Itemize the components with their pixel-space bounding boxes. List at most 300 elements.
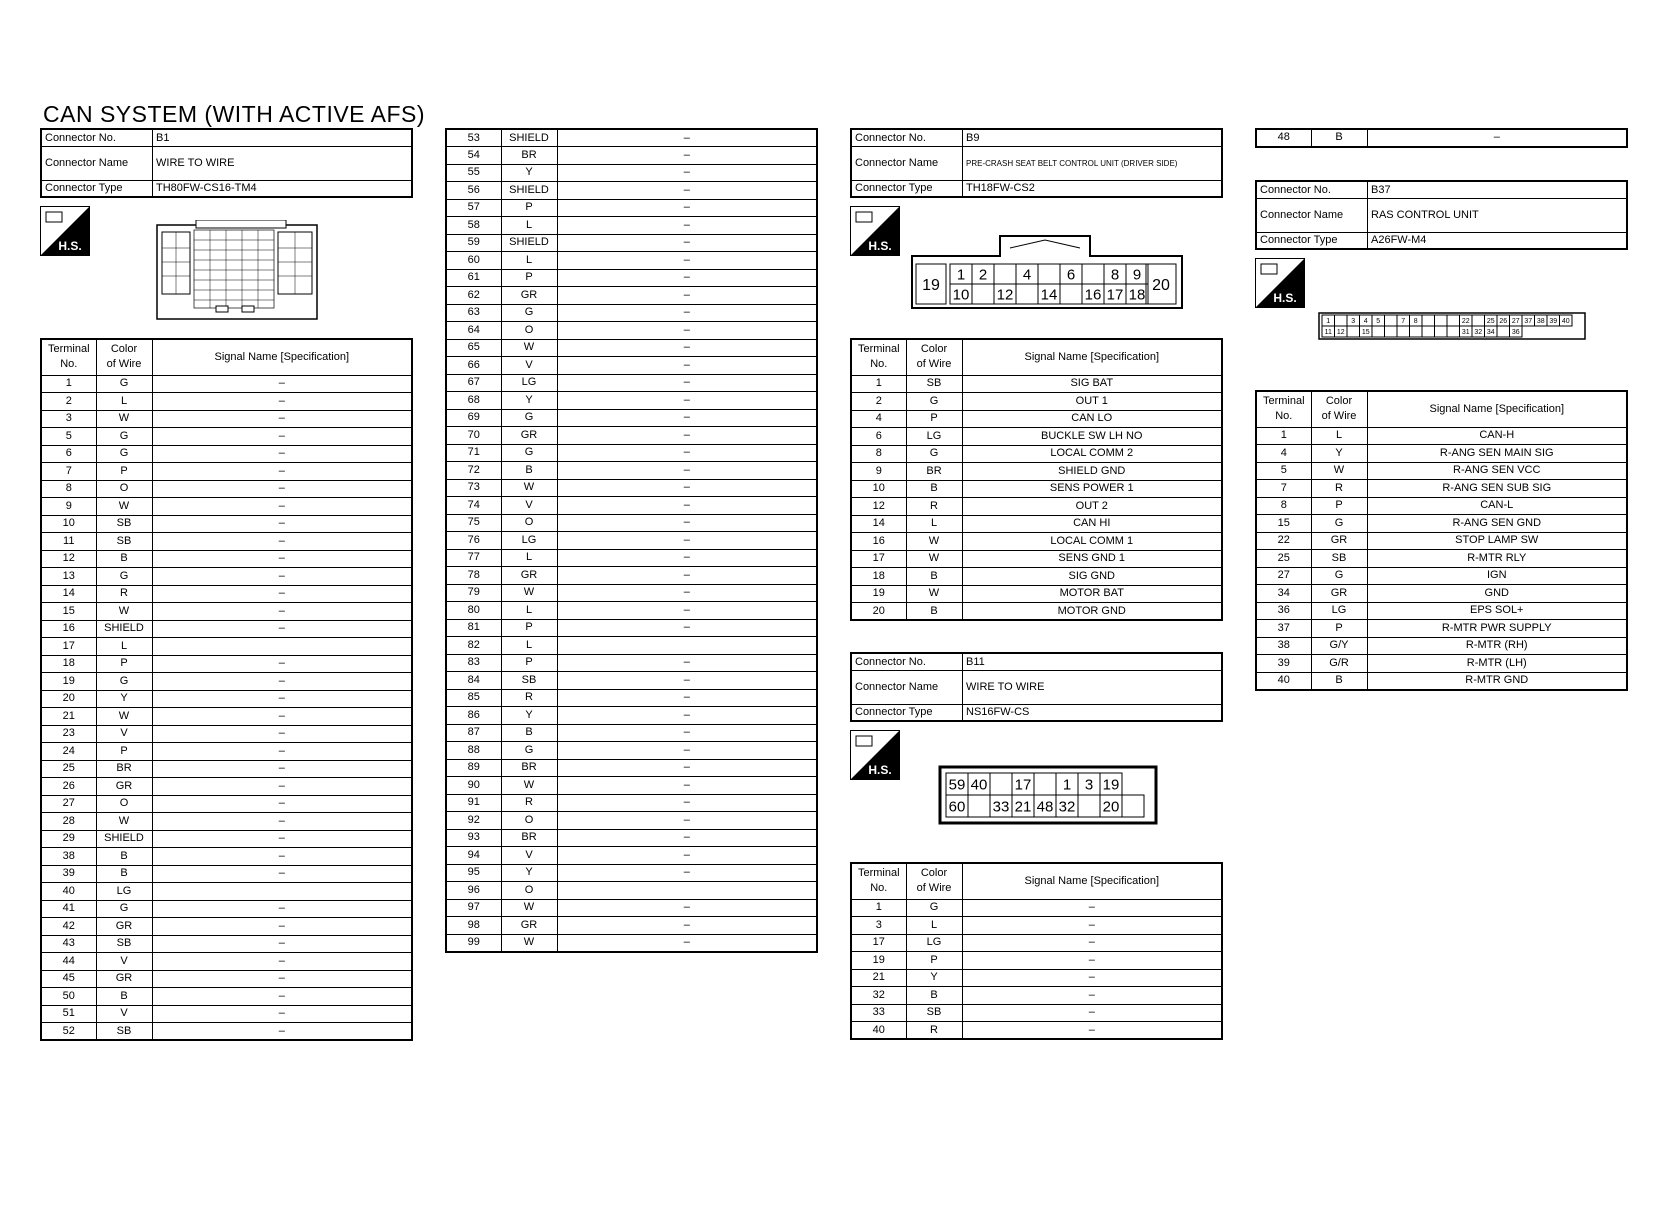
wire-color-cell: V <box>501 357 557 375</box>
signal-name-cell: CAN HI <box>962 515 1222 533</box>
connector-pin-label: 39 <box>1549 318 1558 326</box>
terminal-no-cell: 86 <box>446 707 501 725</box>
table-row <box>446 357 817 375</box>
b11-terminal-table <box>850 862 1223 1040</box>
terminal-no-cell: 2 <box>41 393 96 411</box>
table-row <box>446 917 817 935</box>
signal-name-cell: – <box>152 778 412 796</box>
signal-name-cell: – <box>557 794 817 812</box>
signal-name-cell: – <box>557 584 817 602</box>
wire-color-cell: G <box>96 445 152 463</box>
table-row <box>446 619 817 637</box>
wire-color-cell: LG <box>1311 602 1367 620</box>
connector-pin-label: 19 <box>922 276 940 294</box>
terminal-no-cell: 9 <box>851 463 906 481</box>
wire-color-cell: BR <box>501 759 557 777</box>
wire-color-cell: R <box>501 689 557 707</box>
terminal-no-cell: 50 <box>41 988 96 1006</box>
wire-color-cell: W <box>501 479 557 497</box>
terminal-no-cell: 79 <box>446 584 501 602</box>
table-row <box>1256 480 1627 498</box>
wire-color-cell: P <box>1311 497 1367 515</box>
terminal-no-cell: 97 <box>446 899 501 917</box>
signal-name-cell: R-ANG SEN VCC <box>1367 462 1627 480</box>
terminal-no-cell: 4 <box>1256 445 1311 463</box>
svg-text:H.S.: H.S. <box>58 239 82 253</box>
svg-text:H.S.: H.S. <box>1273 291 1297 305</box>
terminal-no-cell: 24 <box>41 743 96 761</box>
signal-name-cell: – <box>557 742 817 760</box>
signal-name-cell: – <box>557 532 817 550</box>
terminal-no-cell: 64 <box>446 322 501 340</box>
table-row <box>41 603 412 621</box>
connector-pin-label: 26 <box>1499 318 1508 326</box>
table-row <box>446 392 817 410</box>
connector-name-value: RAS CONTROL UNIT <box>1368 198 1628 232</box>
wire-color-cell: P <box>1311 620 1367 638</box>
wire-color-cell: V <box>96 725 152 743</box>
terminal-no-cell: 6 <box>851 428 906 446</box>
wire-color-cell: L <box>906 515 962 533</box>
table-row <box>851 952 1222 970</box>
table-row <box>851 445 1222 463</box>
connector-pin-label: 15 <box>1361 329 1370 337</box>
wire-color-cell: G <box>906 899 962 917</box>
signal-name-cell: – <box>557 934 817 952</box>
wire-color-cell: SHIELD <box>501 234 557 252</box>
terminal-no-cell: 18 <box>851 568 906 586</box>
terminal-no-cell: 8 <box>851 445 906 463</box>
terminal-no-cell: 83 <box>446 654 501 672</box>
terminal-no-cell: 68 <box>446 392 501 410</box>
wire-color-cell: L <box>501 602 557 620</box>
wire-color-cell: GR <box>501 427 557 445</box>
table-row <box>446 427 817 445</box>
wire-color-cell: LG <box>906 428 962 446</box>
signal-name-cell <box>557 882 817 900</box>
signal-name-cell: – <box>152 743 412 761</box>
signal-name-cell: SENS GND 1 <box>962 550 1222 568</box>
terminal-no-cell: 34 <box>1256 585 1311 603</box>
signal-name-cell: – <box>557 917 817 935</box>
connector-pin-label: 34 <box>1486 329 1495 337</box>
table-row <box>446 322 817 340</box>
color-of-wire-header: Color of Wire <box>906 339 962 375</box>
wire-color-cell: SB <box>1311 550 1367 568</box>
terminal-no-cell: 6 <box>41 445 96 463</box>
terminal-no-cell: 15 <box>1256 515 1311 533</box>
signal-name-cell: BUCKLE SW LH NO <box>962 428 1222 446</box>
terminal-no-cell: 94 <box>446 847 501 865</box>
terminal-no-cell: 10 <box>851 480 906 498</box>
wire-color-cell: P <box>501 199 557 217</box>
wire-color-cell: SHIELD <box>96 830 152 848</box>
wire-color-cell: L <box>501 549 557 567</box>
table-row <box>1256 550 1627 568</box>
table-row <box>851 987 1222 1005</box>
b1-terminal-table <box>40 338 413 1041</box>
wire-color-cell: B <box>906 987 962 1005</box>
signal-name-cell: SENS POWER 1 <box>962 480 1222 498</box>
wire-color-cell: O <box>96 795 152 813</box>
signal-name-cell: – <box>557 724 817 742</box>
table-row <box>851 899 1222 917</box>
wire-color-cell: Y <box>501 164 557 182</box>
wire-color-cell: O <box>501 322 557 340</box>
table-row <box>446 217 817 235</box>
connector-pin-label: 1 <box>1062 776 1072 794</box>
table-row <box>446 742 817 760</box>
table-row <box>446 882 817 900</box>
wire-color-cell: G <box>501 304 557 322</box>
terminal-no-cell: 44 <box>41 953 96 971</box>
table-row <box>1256 129 1627 147</box>
connector-pin-label: 25 <box>1486 318 1495 326</box>
terminal-no-cell: 41 <box>41 900 96 918</box>
signal-name-cell: – <box>152 935 412 953</box>
table-row <box>446 584 817 602</box>
connector-no-label: Connector No. <box>851 653 963 670</box>
wire-color-cell: P <box>906 952 962 970</box>
signal-name-cell: – <box>557 304 817 322</box>
terminal-no-cell: 11 <box>41 533 96 551</box>
color-of-wire-header: Color of Wire <box>906 863 962 899</box>
connector-type-label: Connector Type <box>1256 232 1368 249</box>
wire-color-cell: P <box>906 410 962 428</box>
wire-color-cell: W <box>96 708 152 726</box>
connector-pin-label: 8 <box>1110 266 1120 284</box>
signal-name-header: Signal Name [Specification] <box>152 339 412 375</box>
terminal-no-cell: 53 <box>446 129 501 147</box>
b9-connector-diagram <box>910 234 1186 310</box>
signal-name-cell: – <box>152 428 412 446</box>
connector-pin-label: 16 <box>1084 286 1102 304</box>
terminal-no-cell: 17 <box>851 550 906 568</box>
connector-pin-label: 40 <box>1561 318 1570 326</box>
signal-name-cell: – <box>152 918 412 936</box>
wire-color-cell: BR <box>501 829 557 847</box>
terminal-no-cell: 71 <box>446 444 501 462</box>
terminal-no-cell: 26 <box>41 778 96 796</box>
terminal-no-cell: 23 <box>41 725 96 743</box>
wire-color-cell: GR <box>96 970 152 988</box>
signal-name-cell: – <box>557 549 817 567</box>
signal-name-header: Signal Name [Specification] <box>962 863 1222 899</box>
table-row <box>1256 532 1627 550</box>
b11-header <box>850 652 1223 722</box>
terminal-no-cell: 92 <box>446 812 501 830</box>
connector-type-value: A26FW-M4 <box>1368 232 1628 249</box>
wire-color-cell: Y <box>906 969 962 987</box>
terminal-no-header: Terminal No. <box>851 339 906 375</box>
signal-name-cell: – <box>152 480 412 498</box>
terminal-no-cell: 38 <box>41 848 96 866</box>
table-row <box>446 462 817 480</box>
signal-name-cell: – <box>152 848 412 866</box>
wire-color-cell: GR <box>501 917 557 935</box>
signal-name-cell: – <box>557 479 817 497</box>
signal-name-cell: MOTOR GND <box>962 603 1222 621</box>
signal-name-cell: STOP LAMP SW <box>1367 532 1627 550</box>
signal-name-cell: GND <box>1367 585 1627 603</box>
connector-pin-label: 36 <box>1511 329 1520 337</box>
connector-pin-label: 3 <box>1351 318 1356 326</box>
signal-name-cell: – <box>557 899 817 917</box>
connector-name-label: Connector Name <box>41 146 153 180</box>
table-row <box>1256 637 1627 655</box>
wire-color-cell: R <box>1311 480 1367 498</box>
signal-name-cell: – <box>557 357 817 375</box>
table-row <box>41 515 412 533</box>
table-row <box>41 655 412 673</box>
terminal-no-cell: 1 <box>1256 427 1311 445</box>
connector-pin-label: 20 <box>1152 276 1170 294</box>
svg-text:H.S.: H.S. <box>868 763 892 777</box>
terminal-no-header: Terminal No. <box>1256 391 1311 427</box>
table-row <box>41 883 412 901</box>
connector-type-value: NS16FW-CS <box>963 704 1223 721</box>
table-row <box>41 463 412 481</box>
signal-name-cell: – <box>152 463 412 481</box>
table-row <box>851 533 1222 551</box>
connector-pin-label: 27 <box>1511 318 1520 326</box>
signal-name-cell: – <box>557 619 817 637</box>
page-title: CAN SYSTEM (WITH ACTIVE AFS) <box>43 101 426 127</box>
b37-header <box>1255 180 1628 250</box>
signal-name-cell: – <box>152 970 412 988</box>
signal-name-cell: – <box>557 672 817 690</box>
table-row <box>41 743 412 761</box>
terminal-no-cell: 70 <box>446 427 501 445</box>
wire-color-cell: W <box>501 584 557 602</box>
signal-name-cell: – <box>152 830 412 848</box>
signal-name-cell: – <box>557 129 817 147</box>
wire-color-cell: O <box>96 480 152 498</box>
hs-harness-side-icon <box>1255 258 1305 308</box>
table-row <box>851 550 1222 568</box>
table-row <box>41 953 412 971</box>
wire-color-cell: GR <box>501 287 557 305</box>
wire-color-cell: W <box>501 339 557 357</box>
table-row <box>446 812 817 830</box>
signal-name-cell: – <box>152 708 412 726</box>
terminal-no-cell: 77 <box>446 549 501 567</box>
terminal-no-cell: 96 <box>446 882 501 900</box>
wire-color-cell: LG <box>906 934 962 952</box>
signal-name-cell: – <box>557 514 817 532</box>
wire-color-cell: G <box>501 409 557 427</box>
connector-no-value: B11 <box>963 653 1223 670</box>
hs-harness-side-icon <box>850 730 900 780</box>
wire-color-cell: G <box>906 445 962 463</box>
terminal-no-cell: 33 <box>851 1004 906 1022</box>
connector-pin-label: 9 <box>1132 266 1142 284</box>
wire-color-cell: L <box>96 393 152 411</box>
terminal-no-header: Terminal No. <box>851 863 906 899</box>
signal-name-cell: – <box>152 375 412 393</box>
table-row <box>41 410 412 428</box>
terminal-no-cell: 82 <box>446 637 501 655</box>
signal-name-cell: – <box>152 515 412 533</box>
connector-pin-label: 3 <box>1084 776 1094 794</box>
table-row <box>1256 672 1627 690</box>
terminal-no-header: Terminal No. <box>41 339 96 375</box>
connector-pin-label: 32 <box>1474 329 1483 337</box>
table-row <box>446 707 817 725</box>
terminal-no-cell: 66 <box>446 357 501 375</box>
signal-name-cell: – <box>962 1022 1222 1040</box>
table-row <box>446 339 817 357</box>
terminal-no-cell: 21 <box>851 969 906 987</box>
wire-color-cell: P <box>96 463 152 481</box>
signal-name-cell: – <box>557 567 817 585</box>
wire-color-cell: BR <box>906 463 962 481</box>
table-row <box>446 899 817 917</box>
signal-name-cell: – <box>557 409 817 427</box>
terminal-no-cell: 39 <box>1256 655 1311 673</box>
wire-color-cell: SB <box>96 515 152 533</box>
wire-color-cell: W <box>96 603 152 621</box>
terminal-no-cell: 81 <box>446 619 501 637</box>
terminal-no-cell: 25 <box>41 760 96 778</box>
terminal-no-cell: 16 <box>41 620 96 638</box>
table-row <box>41 620 412 638</box>
table-row <box>41 1023 412 1041</box>
table-row <box>446 287 817 305</box>
wire-color-cell: SB <box>906 375 962 393</box>
terminal-no-cell: 37 <box>1256 620 1311 638</box>
table-row <box>446 479 817 497</box>
table-row <box>851 1004 1222 1022</box>
table-row <box>41 585 412 603</box>
table-row <box>851 375 1222 393</box>
signal-name-cell: – <box>557 252 817 270</box>
signal-name-cell: – <box>557 269 817 287</box>
signal-name-cell: – <box>557 322 817 340</box>
terminal-no-cell: 27 <box>1256 567 1311 585</box>
signal-name-cell: – <box>152 690 412 708</box>
wire-color-cell: P <box>96 743 152 761</box>
signal-name-cell: – <box>557 602 817 620</box>
hs-harness-side-icon <box>850 206 900 256</box>
table-row <box>41 638 412 656</box>
table-row <box>446 654 817 672</box>
connector-pin-label: 12 <box>996 286 1014 304</box>
wire-color-cell: LG <box>501 532 557 550</box>
terminal-no-cell: 59 <box>446 234 501 252</box>
terminal-no-cell: 27 <box>41 795 96 813</box>
connector-name-value: WIRE TO WIRE <box>153 146 413 180</box>
signal-name-cell: CAN LO <box>962 410 1222 428</box>
signal-name-cell: – <box>557 654 817 672</box>
signal-name-cell: LOCAL COMM 2 <box>962 445 1222 463</box>
connector-pin-label: 17 <box>1014 776 1032 794</box>
wire-color-cell: P <box>501 269 557 287</box>
terminal-no-cell: 12 <box>41 550 96 568</box>
wire-color-cell: B <box>906 603 962 621</box>
connector-type-label: Connector Type <box>41 180 153 197</box>
connector-name-label: Connector Name <box>1256 198 1368 232</box>
signal-name-cell: – <box>152 410 412 428</box>
signal-name-cell: OUT 2 <box>962 498 1222 516</box>
wire-color-cell: V <box>501 847 557 865</box>
terminal-no-cell: 76 <box>446 532 501 550</box>
table-row <box>446 182 817 200</box>
wire-color-cell: O <box>501 514 557 532</box>
signal-name-cell: – <box>557 847 817 865</box>
wire-color-cell: G <box>96 900 152 918</box>
signal-name-cell: – <box>962 952 1222 970</box>
color-of-wire-header: Color of Wire <box>96 339 152 375</box>
signal-name-cell: – <box>152 673 412 691</box>
table-row <box>446 147 817 165</box>
signal-name-cell: – <box>152 1005 412 1023</box>
table-row <box>41 673 412 691</box>
signal-name-cell: – <box>152 1023 412 1041</box>
table-row <box>446 672 817 690</box>
signal-name-cell: – <box>557 462 817 480</box>
wire-color-cell: Y <box>501 392 557 410</box>
connector-no-value: B37 <box>1368 181 1628 198</box>
wire-color-cell: G <box>96 375 152 393</box>
terminal-no-cell: 73 <box>446 479 501 497</box>
table-row <box>446 129 817 147</box>
signal-name-cell: – <box>557 147 817 165</box>
signal-name-cell: – <box>152 585 412 603</box>
signal-name-cell: R-ANG SEN MAIN SIG <box>1367 445 1627 463</box>
signal-name-cell: – <box>557 392 817 410</box>
signal-name-cell: – <box>557 339 817 357</box>
connector-pin-label: 14 <box>1040 286 1058 304</box>
table-row <box>41 428 412 446</box>
terminal-no-cell: 21 <box>41 708 96 726</box>
b1-terminal-table-continued <box>445 128 818 953</box>
table-row <box>41 918 412 936</box>
wire-color-cell: B <box>501 462 557 480</box>
wire-color-cell: SB <box>501 672 557 690</box>
signal-name-cell: EPS SOL+ <box>1367 602 1627 620</box>
table-row <box>41 900 412 918</box>
wire-color-cell: Y <box>501 707 557 725</box>
wire-color-cell: LG <box>501 374 557 392</box>
table-row <box>41 778 412 796</box>
signal-name-cell: – <box>152 568 412 586</box>
signal-name-cell: – <box>152 760 412 778</box>
table-row <box>1256 567 1627 585</box>
wire-color-cell: BR <box>501 147 557 165</box>
wire-color-cell: G <box>96 673 152 691</box>
signal-name-cell: – <box>557 199 817 217</box>
terminal-no-cell: 5 <box>1256 462 1311 480</box>
table-row <box>446 409 817 427</box>
table-row <box>851 568 1222 586</box>
connector-type-value: TH18FW-CS2 <box>963 180 1223 197</box>
signal-name-cell: MOTOR BAT <box>962 585 1222 603</box>
terminal-no-cell: 65 <box>446 339 501 357</box>
wire-color-cell: Y <box>96 690 152 708</box>
wire-color-cell: B <box>1311 672 1367 690</box>
connector-pin-label: 7 <box>1401 318 1406 326</box>
signal-name-cell: – <box>152 988 412 1006</box>
signal-name-cell: R-MTR PWR SUPPLY <box>1367 620 1627 638</box>
signal-name-cell: – <box>152 655 412 673</box>
wire-color-cell: L <box>501 637 557 655</box>
b1-header <box>40 128 413 198</box>
table-row <box>41 813 412 831</box>
wire-color-cell: SHIELD <box>501 182 557 200</box>
terminal-no-cell: 1 <box>851 375 906 393</box>
table-row <box>446 514 817 532</box>
